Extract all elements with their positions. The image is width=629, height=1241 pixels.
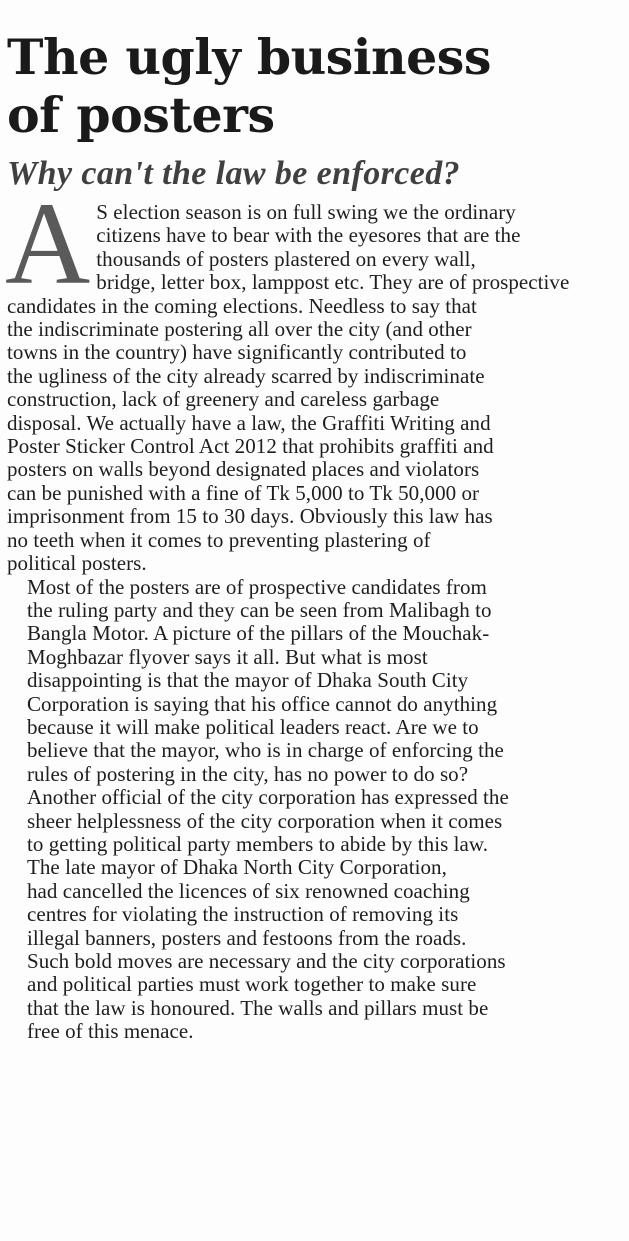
paragraph-3-lines: [7, 856, 619, 1043]
text-line: because it will make political leaders react. Are we to: [27, 714, 479, 739]
article-body: [5, 178, 619, 1044]
text-line: citizens have to bear with the eyesores that are the: [96, 223, 521, 248]
text-line: centres for violating the instruction of removing its: [27, 902, 459, 927]
text-line: Bangla Motor. A picture of the pillars of the Mouchak-: [27, 621, 490, 646]
text-line: sheer helplessness of the city corporation when it comes: [27, 808, 503, 833]
text-line: and political parties must work together to make sure: [27, 972, 477, 997]
text-line: disappointing is that the mayor of Dhaka South City: [27, 668, 469, 693]
text-line: to getting political party members to abide by this law.: [27, 831, 489, 856]
text-line: can be punished with a fine of Tk 5,000 to Tk 50,000 or: [7, 480, 480, 505]
text-line: imprisonment from 15 to 30 days. Obviously this law has: [7, 504, 493, 529]
text-line: thousands of posters plastered on every wall,: [96, 246, 476, 271]
text-line: bridge, letter box, lamppost etc. They are of prospective: [96, 270, 570, 295]
subheadline: Why can't the law be enforced?: [7, 155, 461, 192]
text-line: free of this menace.: [27, 1019, 194, 1044]
headline-line-1: The ugly business: [7, 28, 491, 86]
paragraph-2-lines: [7, 576, 619, 857]
text-line: political posters.: [7, 551, 147, 576]
headline: [7, 28, 619, 144]
text-line: The late mayor of Dhaka North City Corporation,: [27, 855, 447, 880]
text-line: Such bold moves are necessary and the city corporations: [27, 949, 506, 973]
text-line: the ugliness of the city already scarred by indiscriminate: [7, 363, 485, 388]
text-line: Corporation is saying that his office cannot do anything: [27, 691, 498, 716]
text-line: Most of the posters are of prospective candidates from: [27, 574, 487, 599]
text-line: disposal. We actually have a law, the Graffiti Writing and: [7, 410, 491, 435]
text-line: posters on walls beyond designated places and violators: [7, 457, 480, 482]
paragraph-2: [7, 576, 619, 857]
text-line: no teeth when it comes to preventing plastering of: [7, 527, 431, 552]
text-line: Moghbazar flyover says it all. But what is most: [27, 644, 428, 669]
paragraph-1: [5, 178, 619, 576]
text-line: had cancelled the licences of six renowned coaching: [27, 878, 470, 903]
headline-line-2: of posters: [7, 86, 275, 144]
text-line: S election season is on full swing we the ordinary: [96, 200, 516, 224]
text-line: rules of postering in the city, has no power to do so?: [27, 761, 469, 786]
text-line: the ruling party and they can be seen from Malibagh to: [27, 597, 492, 622]
text-line: towns in the country) have significantly contributed to: [7, 340, 467, 365]
text-line: construction, lack of greenery and careless garbage: [7, 387, 440, 412]
text-line: believe that the mayor, who is in charge of enforcing the: [27, 738, 504, 763]
text-line: candidates in the coming elections. Needless to say that: [7, 293, 477, 318]
text-line: illegal banners, posters and festoons from the roads.: [27, 925, 467, 950]
paragraph-3: [7, 856, 619, 1043]
text-line: the indiscriminate postering all over the city (and other: [7, 317, 472, 342]
text-line: Poster Sticker Control Act 2012 that prohibits graffiti and: [7, 434, 494, 459]
paragraph-1-lines: [5, 178, 619, 576]
text-line: Another official of the city corporation has expressed the: [27, 785, 509, 810]
drop-cap: A: [5, 178, 91, 309]
text-line: that the law is honoured. The walls and pillars must be: [27, 995, 489, 1020]
